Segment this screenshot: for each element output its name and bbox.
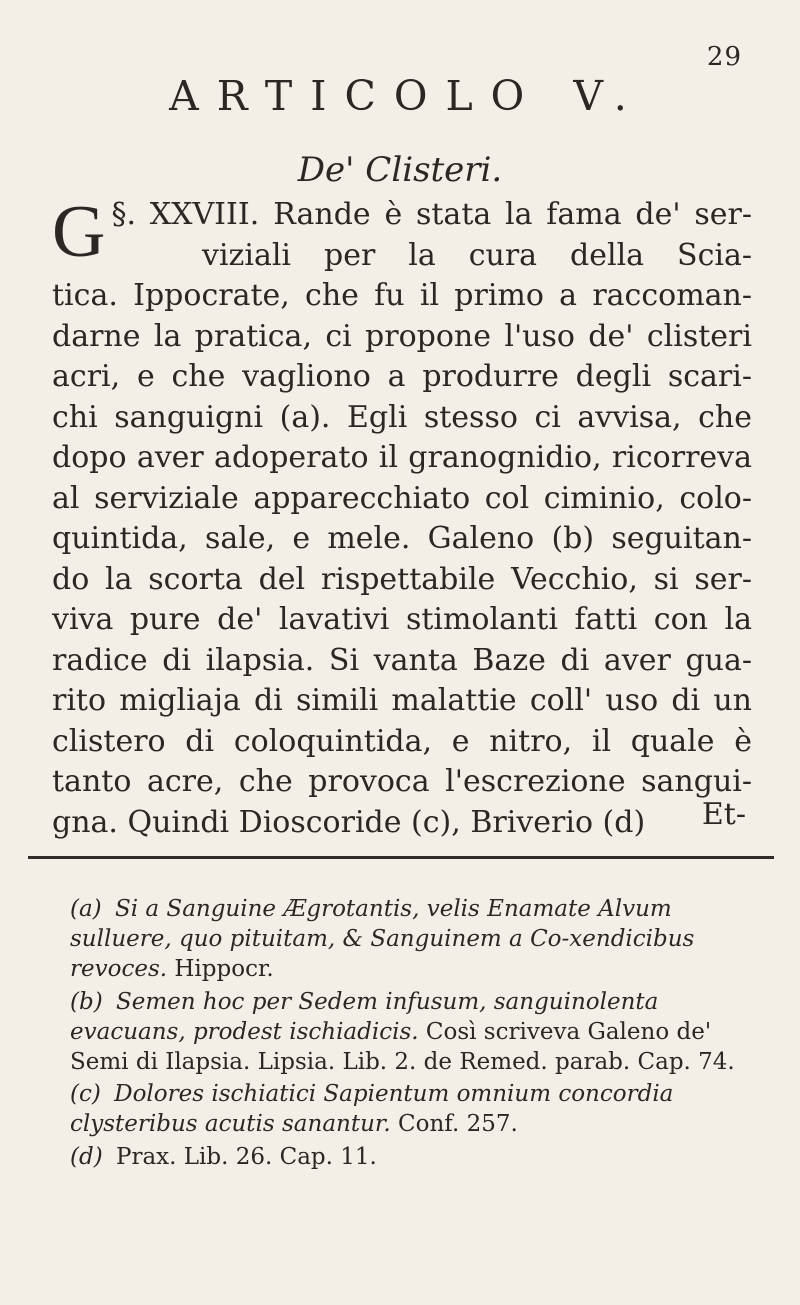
footnote-marker: (d)	[70, 1143, 103, 1170]
footnote-marker: (a)	[70, 896, 102, 922]
footnote-divider	[28, 856, 774, 859]
footnote-quote: Dolores ischiatici Sapientum omnium concordia clysteribus acutis sanantur.	[70, 1081, 674, 1138]
footnote-quote: Semen hoc per Sedem infusum, sanguinolenta evacuans, prodest ischiadicis.	[70, 988, 659, 1045]
paragraph-line-11: radice di ilapsia. Si vanta Baze di aver gua-	[52, 642, 752, 678]
paragraph-line-7: al serviziale apparecchiato col ciminio, colo-	[52, 480, 752, 516]
footnote-b	[70, 987, 755, 1078]
paragraph-line-3: darne la pratica, ci propone l'uso de' clisteri	[52, 318, 752, 354]
main-paragraph	[52, 191, 752, 843]
footnote-reference: Così scriveva Galeno de' Semi di Ilapsia. Lipsia. Lib. 2. de Remed. parab. Cap. 74.	[70, 1018, 735, 1076]
footnote-c	[70, 1079, 755, 1139]
paragraph-line-5: chi sanguigni (a). Egli stesso ci avvisa, che	[52, 399, 752, 435]
paragraph-line-10: viva pure de' lavativi stimolanti fatti con la	[52, 602, 752, 637]
paragraph-line-0: §. XXVIII. G Rande è stata la fama de' ser-	[52, 191, 752, 273]
page-number: 29	[706, 42, 742, 72]
section-subtitle: De' Clisteri.	[297, 150, 503, 190]
paragraph-line-13: clistero di coloquintida, e nitro, il quale è	[52, 723, 752, 759]
footnote-reference: Conf. 257.	[398, 1111, 518, 1138]
footnote-quote: Si a Sanguine Ægrotantis, velis Enamate Alvum sulluere, quo pituitam, & Sanguinem a Co-xendicibus revoces.	[70, 896, 695, 983]
footnote-a	[70, 894, 755, 985]
article-title: ARTICOLO V.	[169, 72, 645, 120]
footnote-marker: (c)	[70, 1081, 101, 1108]
section-mark: §. XXVIII.	[111, 197, 260, 232]
footnote-d	[70, 1142, 755, 1172]
footnote-reference: Prax. Lib. 26. Cap. 11.	[115, 1143, 377, 1170]
catchword: Et-	[701, 797, 746, 832]
footnote-marker: (b)	[70, 988, 103, 1015]
paragraph-line-14: tanto acre, che provoca l'escrezione sangui-	[52, 764, 752, 799]
paragraph-line-1: viziali per la cura della Scia-	[202, 237, 752, 273]
paragraph-line-9: do la scorta del rispettabile Vecchio, si ser-	[52, 561, 752, 597]
paragraph-line-8: quintida, sale, e mele. Galeno (b) seguitan-	[52, 521, 752, 556]
drop-initial: G	[52, 191, 106, 273]
paragraph-line-15: gna. Quindi Dioscoride (c), Briverio (d)	[52, 804, 646, 840]
paragraph-line-12: rito migliaja di simili malattie coll' uso di un	[52, 683, 752, 718]
paragraph-line-2: tica. Ippocrate, che fu il primo a raccoman-	[52, 278, 752, 313]
footnote-reference: Hippocr.	[174, 956, 274, 983]
paragraph-line-4: acri, e che vagliono a produrre degli scari-	[52, 359, 752, 394]
footnotes	[70, 894, 755, 1174]
paragraph-line-6: dopo aver adoperato il granognidio, ricorreva	[52, 440, 752, 475]
